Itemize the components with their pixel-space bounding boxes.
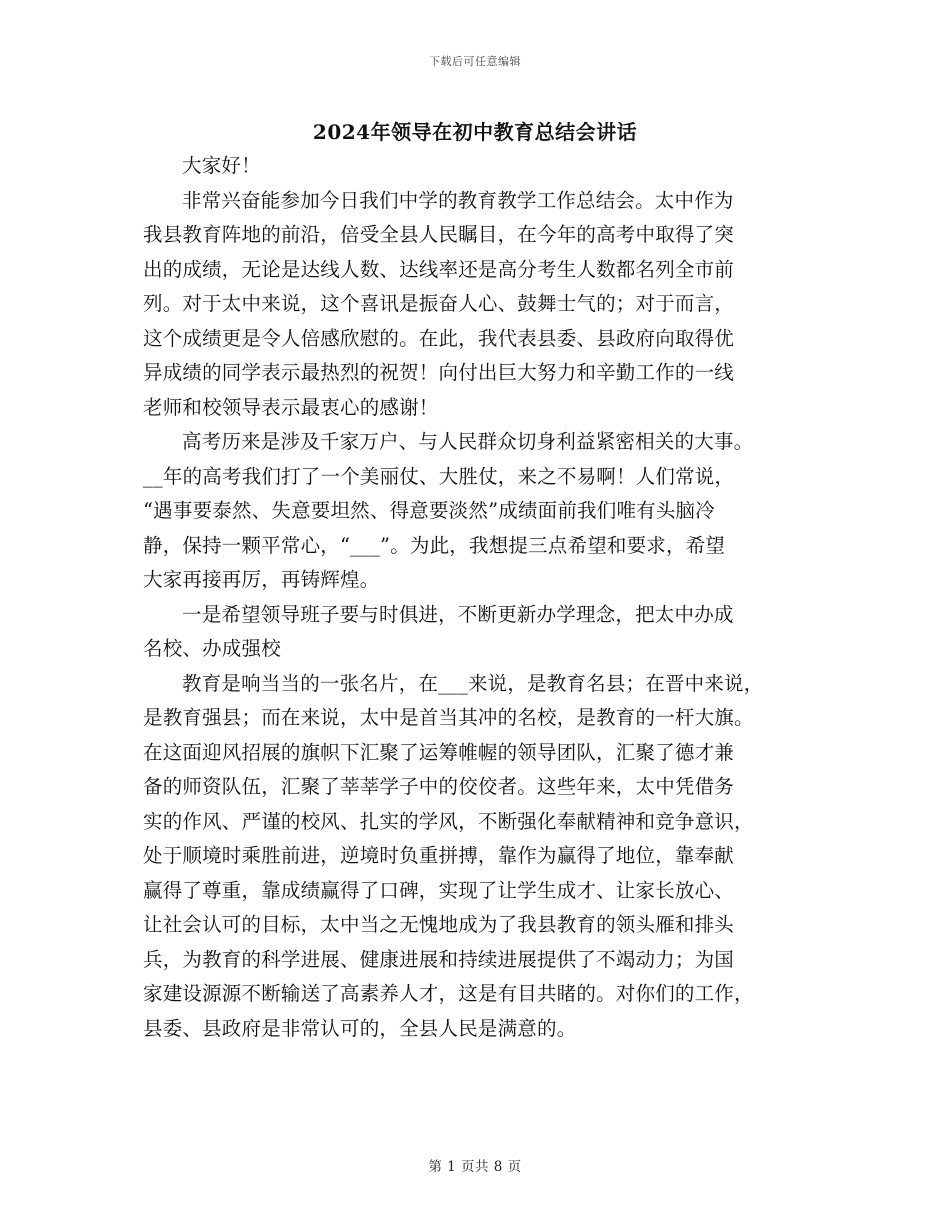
paragraph-opening: 非常兴奋能参加今日我们中学的教育教学工作总结会。太中作为 我县教育阵地的前沿，倍受全县人民瞩目，在今年的高考中取得了突 出的成绩，无论是达线人数、达线率还是高分考生人数都名列全市前 列。对于太中来说，这个喜讯是振奋人心、鼓舞士气的；对于而言， 这个成绩更是令人倍感欣慰的。在此，我代表县委、县政府向取得优 异成绩的同学表示最热烈的祝贺！向付出巨大努力和辛勤工作的一线 老师和校领导表示最衷心的感谢！	[143, 188, 735, 419]
paragraph-greeting: 大家好！	[182, 154, 261, 177]
page-footer: 第 1 页共 8 页	[428, 1159, 522, 1175]
paragraph-point-one: 一是希望领导班子要与时俱进，不断更新办学理念，把太中办成 名校、办成强校	[143, 602, 734, 660]
header-note: 下载后可任意编辑	[429, 55, 521, 68]
paragraph-exam: 高考历来是涉及千家万户、与人民群众切身利益紧密相关的大事。 __年的高考我们打了一个美丽仗、大胜仗，来之不易啊！人们常说， “遇事要泰然、失意要坦然、得意要淡然”成绩面前我们唯有头脑冷 静，保持一颗平常心，“___”。为此，我想提三点希望和要求，希望 大家再接再厉，再铸辉煌。	[143, 430, 754, 591]
document-title: 2024年领导在初中教育总结会讲话	[312, 120, 638, 144]
paragraph-education: 教育是响当当的一张名片，在___来说，是教育名县；在晋中来说， 是教育强县；而在来说，太中是首当其冲的名校，是教育的一杆大旗。 在这面迎风招展的旗帜下汇聚了运筹帷幄的领导团队，汇聚了德才兼 备的师资队伍，汇聚了莘莘学子中的佼佼者。这些年来，太中凭借务 实的作风、严谨的校风、扎实的学风，不断强化奉献精神和竞争意识， 处于顺境时乘胜前进，逆境时负重拼搏，靠作为赢得了地位，靠奉献 赢得了尊重，靠成绩赢得了口碑，实现了让学生成才、让家长放心、 让社会认可的目标，太中当之无愧地成为了我县教育的领头雁和排头 兵，为教育的科学进展、健康进展和持续进展提供了不竭动力；为国 家建设源源不断输送了高素养人才，这是有目共睹的。对你们的工作， 县委、县政府是非常认可的，全县人民是满意的。	[143, 671, 764, 1040]
document-body	[143, 149, 826, 1046]
